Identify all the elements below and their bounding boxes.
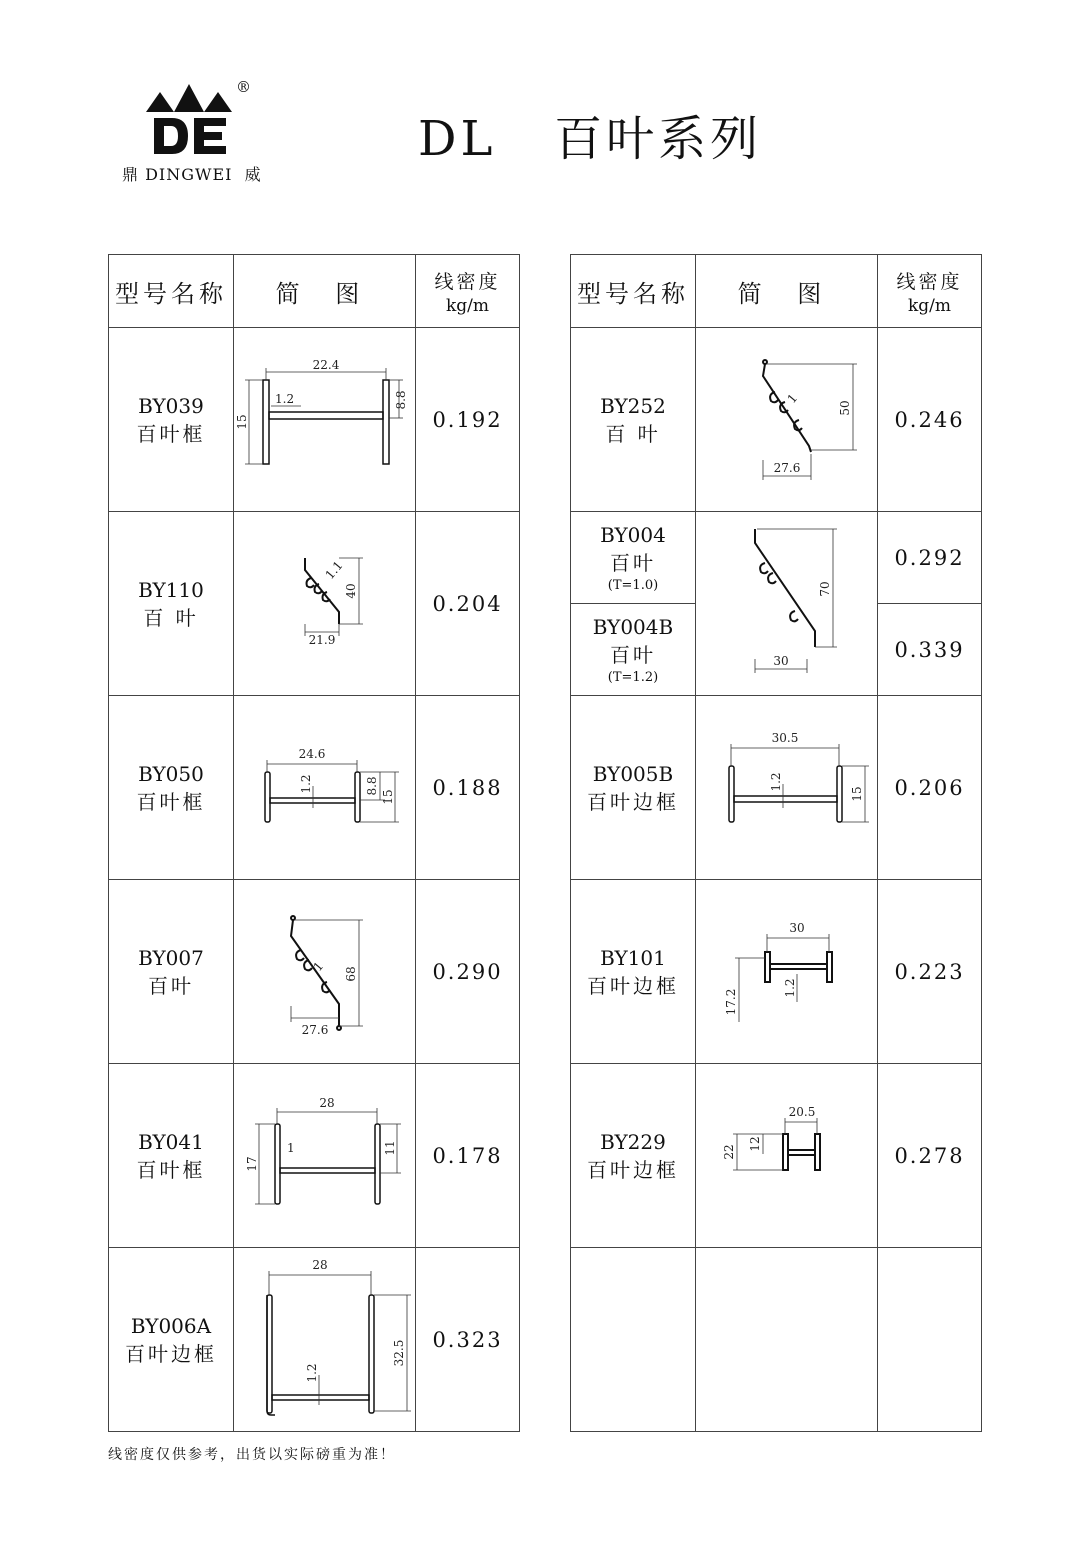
profile-drawing-by252 — [696, 328, 878, 512]
footnote: 线密度仅供参考，出货以实际磅重为准！ — [108, 1447, 396, 1463]
diagram-column-header: 简 图 — [696, 255, 878, 328]
svg-text:12: 12 — [747, 1135, 762, 1152]
svg-text:1.2: 1.2 — [298, 773, 313, 794]
svg-text:40: 40 — [343, 582, 358, 599]
svg-text:1.1: 1.1 — [322, 557, 346, 582]
model-cell: BY101 百叶边框 — [571, 880, 696, 1064]
model-column-header: 型号名称 — [571, 255, 696, 328]
table-row — [109, 328, 520, 512]
svg-text:1.2: 1.2 — [274, 391, 294, 406]
dingwei-logo-mark-icon — [144, 78, 234, 158]
table-row — [109, 1248, 520, 1432]
svg-text:15: 15 — [849, 785, 864, 802]
model-column-header: 型号名称 — [109, 255, 234, 328]
svg-text:8.8: 8.8 — [393, 389, 408, 410]
svg-text:1.2: 1.2 — [782, 977, 797, 998]
table-row — [571, 696, 982, 880]
table-row — [571, 1064, 982, 1248]
density-cell: 0.192 — [416, 328, 520, 512]
svg-text:30.5: 30.5 — [771, 730, 798, 745]
profile-drawing-by110 — [234, 512, 416, 696]
density-cell: 0.246 — [878, 328, 982, 512]
svg-text:1: 1 — [784, 390, 800, 406]
table-row — [109, 512, 520, 696]
svg-text:28: 28 — [318, 1095, 335, 1110]
model-cell: BY229 百叶边框 — [571, 1064, 696, 1248]
svg-text:68: 68 — [343, 965, 358, 982]
svg-text:11: 11 — [382, 1139, 397, 1156]
empty-cell — [696, 1248, 878, 1432]
density-cell: 0.188 — [416, 696, 520, 880]
svg-text:15: 15 — [380, 788, 395, 805]
svg-text:8.8: 8.8 — [364, 775, 379, 796]
profile-drawing-by004 — [696, 512, 878, 696]
model-cell: BY110 百 叶 — [109, 512, 234, 696]
table-row — [109, 696, 520, 880]
brand-logo — [118, 78, 278, 188]
table-row — [571, 512, 982, 604]
svg-text:27.6: 27.6 — [773, 460, 800, 475]
profile-drawing-by006a — [234, 1248, 416, 1432]
density-cell: 0.323 — [416, 1248, 520, 1432]
model-cell: BY252 百 叶 — [571, 328, 696, 512]
brand-name: 鼎 DINGWEI 威 — [122, 165, 262, 184]
svg-text:17.2: 17.2 — [723, 988, 738, 1015]
model-cell: BY004B 百叶 (T=1.2) — [571, 604, 696, 696]
svg-text:17: 17 — [244, 1155, 259, 1172]
profile-drawing-by050 — [234, 696, 416, 880]
table-row — [109, 1064, 520, 1248]
svg-text:50: 50 — [837, 399, 852, 416]
svg-text:24.6: 24.6 — [298, 746, 325, 761]
page-title: DL 百叶系列 — [418, 111, 763, 167]
svg-text:27.6: 27.6 — [301, 1022, 328, 1037]
density-column-header: 线密度 kg/m — [878, 255, 982, 328]
profile-drawing-by005b — [696, 696, 878, 880]
model-cell: BY039 百叶框 — [109, 328, 234, 512]
right-spec-table — [570, 254, 982, 1432]
profile-drawing-by039 — [234, 328, 416, 512]
table-header-row — [571, 255, 982, 328]
svg-text:1.2: 1.2 — [304, 1362, 319, 1383]
left-spec-table — [108, 254, 520, 1432]
density-column-header: 线密度 kg/m — [416, 255, 520, 328]
model-cell: BY041 百叶框 — [109, 1064, 234, 1248]
diagram-column-header: 简 图 — [234, 255, 416, 328]
table-row — [109, 880, 520, 1064]
svg-text:22.4: 22.4 — [312, 359, 339, 372]
svg-text:15: 15 — [234, 413, 249, 430]
svg-text:1: 1 — [286, 1140, 295, 1155]
density-cell: 0.339 — [878, 604, 982, 696]
density-cell: 0.292 — [878, 512, 982, 604]
svg-text:30: 30 — [772, 653, 789, 668]
model-cell: BY006A 百叶边框 — [109, 1248, 234, 1432]
table-row — [571, 880, 982, 1064]
profile-drawing-by007 — [234, 880, 416, 1064]
table-row — [571, 328, 982, 512]
density-cell: 0.223 — [878, 880, 982, 1064]
svg-text:20.5: 20.5 — [788, 1104, 815, 1119]
svg-text:28: 28 — [311, 1257, 328, 1272]
svg-text:1: 1 — [310, 958, 326, 974]
profile-drawing-by041 — [234, 1064, 416, 1248]
density-cell: 0.290 — [416, 880, 520, 1064]
registered-mark: ® — [236, 78, 251, 96]
profile-drawing-by229 — [696, 1064, 878, 1248]
empty-cell — [878, 1248, 982, 1432]
model-cell: BY050 百叶框 — [109, 696, 234, 880]
model-cell: BY004 百叶 (T=1.0) — [571, 512, 696, 604]
density-cell: 0.206 — [878, 696, 982, 880]
empty-cell — [571, 1248, 696, 1432]
model-cell: BY007 百叶 — [109, 880, 234, 1064]
table-row-empty — [571, 1248, 982, 1432]
svg-text:1.2: 1.2 — [768, 771, 783, 792]
density-cell: 0.204 — [416, 512, 520, 696]
svg-text:22: 22 — [721, 1143, 736, 1160]
svg-text:32.5: 32.5 — [391, 1339, 406, 1366]
table-header-row — [109, 255, 520, 328]
svg-text:21.9: 21.9 — [308, 632, 335, 647]
density-cell: 0.178 — [416, 1064, 520, 1248]
svg-text:70: 70 — [817, 580, 832, 597]
svg-text:30: 30 — [788, 920, 805, 935]
density-cell: 0.278 — [878, 1064, 982, 1248]
model-cell: BY005B 百叶边框 — [571, 696, 696, 880]
profile-drawing-by101 — [696, 880, 878, 1064]
